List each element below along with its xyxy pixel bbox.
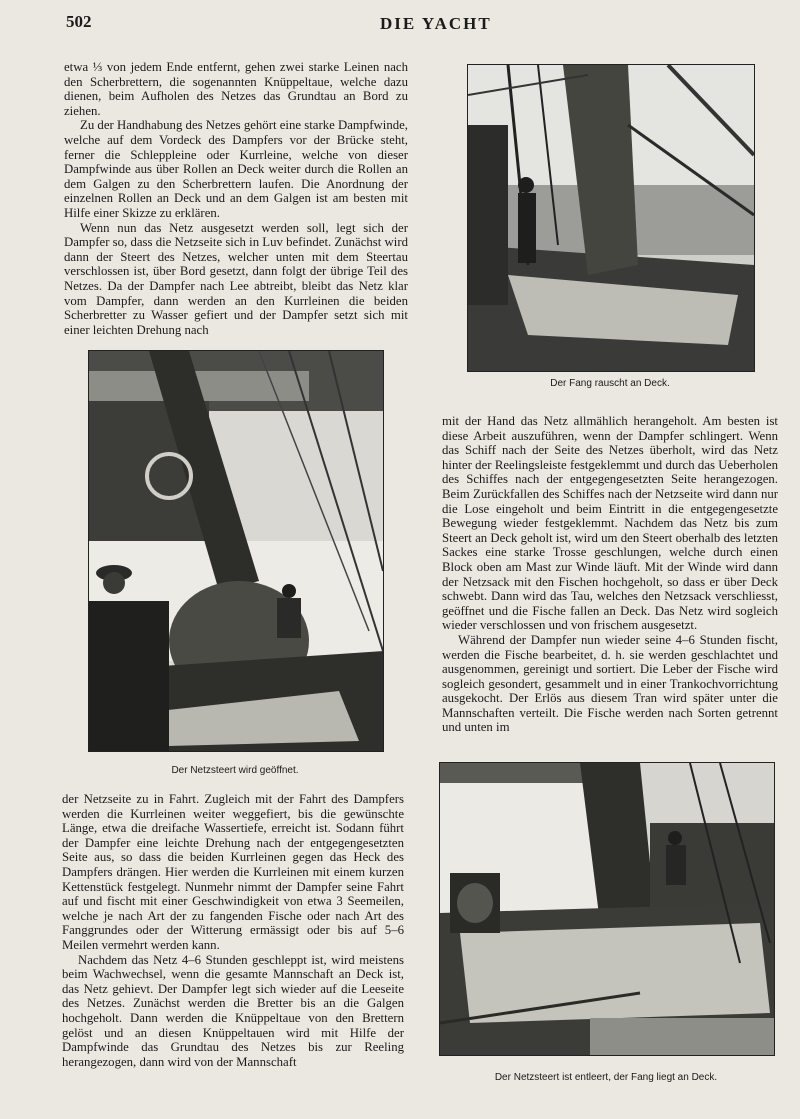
text-column-right: [442, 414, 778, 735]
paragraph: der Netzseite zu in Fahrt. Zugleich mit der Fahrt des Dampfers werden die Kurrleinen weiter weggefiert, bis die gewünschte Länge, etwa die dreifache Wassertiefe, erreicht ist. Sodann führt der Dampfer eine leichte Drehung nach der entgegengesetzten Seite aus, so dass die beiden Kurrleinen gegen das Heck des Dampfers drängen. Hier werden die Kurrleinen mit einem kurzen Kettenstück festgelegt. Nunmehr nimmt der Dampfer seine Fahrt auf und fischt mit einer Geschwindigkeit von etwa 3 Seemeilen, welche je nach Art der zu fangenden Fische oder nach Art des Fanggrundes oder der Witterung ermässigt oder bis auf 5–6 Meilen vermehrt werden kann.: [62, 792, 404, 952]
paragraph: etwa ⅓ von jedem Ende entfernt, gehen zwei starke Leinen nach den Scherbrettern, die sogenannten Knüppeltaue, welche dazu dienen, beim Aufholen des Netzes das Grundtau an Bord zu ziehen.: [64, 60, 408, 118]
photo-net-cod-end-opened: [88, 350, 384, 752]
paragraph: Wenn nun das Netz ausgesetzt werden soll, legt sich der Dampfer so, dass die Netzseite sich in Luv befindet. Zunächst wird dann der Steert des Netzes, welcher unten mit dem Steertau verschlossen ist, über Bord gesetzt, dann folgt der übrige Teil des Netzes. Da der Dampfer nach Lee abtreibt, bleibt das Netz klar vom Dampfer, dann werden an den Kurrleinen die beiden Scherbretter zu Wasser gefiert und der Dampfer setzt sich mit einer leichten Drehung nach: [64, 220, 408, 337]
text-column-bottom-left: [62, 792, 404, 1069]
caption-photo-bottom-right: Der Netzsteert ist entleert, der Fang liegt an Deck.: [494, 1072, 718, 1083]
paragraph: Zu der Handhabung des Netzes gehört eine starke Dampfwinde, welche auf dem Vordeck des Dampfers vor der Brücke steht, ferner die Schleppleine oder Kurrleine, welche von dieser Dampfwinde aus über Rollen an Deck weiter durch die Rollen an dem Galgen zu den Scherbrettern laufen. Die Anordnung der einzelnen Rollen an Deck und an dem Galgen ist am besten mit Hilfe einer Skizze zu erklären.: [64, 118, 408, 220]
caption-photo-middle-left: Der Netzsteert wird geöffnet.: [171, 765, 299, 776]
paragraph: Nachdem das Netz 4–6 Stunden geschleppt ist, wird meistens beim Wachwechsel, wenn die gesamte Mannschaft an Deck ist, das Netz gehievt. Der Dampfer legt sich wieder auf die Leeseite des Netzes. Zunächst werden die Bretter bis an die Galgen hochgeholt. Dann werden die Knüppeltaue von den Brettern gelöst und an diesen Knüppeltauen wird mit Hilfe der Dampfwinde das Grundtau des Netzes bis zur Reeling herangezogen, dann wird von der Mannschaft: [62, 952, 404, 1069]
running-title: DIE YACHT: [380, 14, 492, 33]
paragraph: Während der Dampfer nun wieder seine 4–6 Stunden fischt, werden die Fische bearbeitet, d. h. sie werden geschlachtet und ausgenommen, gereinigt und sortiert. Die Leber der Fische wird sogleich gesondert, gesammelt und in einer Trankochvorrichtung ausgekocht. Der Erlös aus diesem Tran wird später unter die Mannschaften verteilt. Die Fische werden nach Sorten getrennt und unten im: [442, 632, 778, 735]
photo-catch-on-deck: [439, 762, 775, 1056]
caption-photo-top-right: Der Fang rauscht an Deck.: [550, 378, 670, 389]
paragraph: mit der Hand das Netz allmählich herangeholt. Am besten ist diese Arbeit auszuführen, wenn der Dampfer schlingert. Wenn das Schiff nach der Seite des Netzes überholt, wird das Netz hinter der Reelingsleiste festgeklemmt und durch das Ueberholen des Schiffes nach der entgegengesetzten Seite herangezogen. Beim Zurückfallen des Schiffes nach der Netzseite wird dann nur die Lose eingeholt und beim Eintritt in die entgegengesetzte Bewegung wieder festgeklemmt. Nachdem das Netz bis zum Steert an Deck geholt ist, wird um den Steert oberhalb des letzten Sackes eine starke Trosse geschlungen, welche durch einen Block oben am Mast zur Winde läuft. Mit der Winde wird dann der Netzsack mit den Fischen hochgeholt, so dass er über Deck schwebt. Dann wird das Tau, welches den Netzsack verschliesst, geöffnet und die Fische fallen an Deck. Das Netz wird sogleich wieder verschlossen und von frischem ausgesetzt.: [442, 414, 778, 633]
text-column-top-left: [64, 60, 408, 337]
page-number: 502: [66, 12, 92, 31]
photo-catch-onto-deck: [467, 64, 755, 372]
